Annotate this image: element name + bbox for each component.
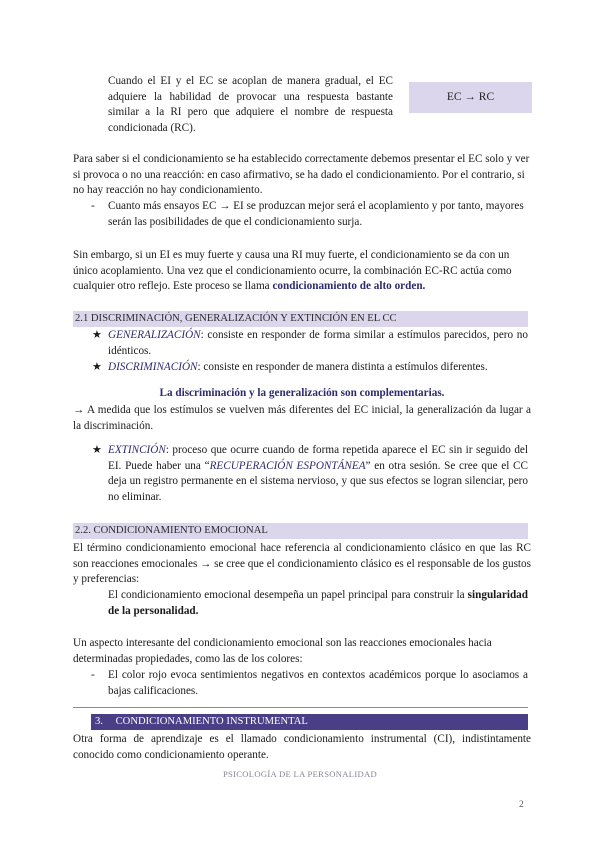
ec-rc-label: EC → RC (446, 91, 495, 103)
discrimination-text: : consiste en responder de manera distinta a estímulos diferentes. (197, 361, 488, 373)
discrimination-term: DISCRIMINACIÓN (108, 361, 198, 373)
extinction-item (108, 443, 528, 505)
color-bullet: El color rojo evoca sentimientos negativos en contextos académicos porque lo asociamos a bajas calificaciones. (108, 669, 528, 697)
generalization-term: GENERALIZACIÓN (108, 329, 201, 341)
star-bullet-icon: ★ (92, 329, 102, 341)
section-2-2-heading (73, 523, 528, 539)
page-number: 2 (519, 800, 524, 810)
emotional-paragraph: El término condicionamiento emocional hace referencia al condicionamiento clásico en que las RC son reacciones emocionales → se cree que el condicionamiento clásico es el responsable de los gustos y preferencias: (73, 542, 531, 585)
extinction-text-1: : proceso que ocurre cuando de forma repetida aparece el EC sin ir seguido del EI. Puede haber una “ (108, 444, 528, 472)
section-3-number: 3. (95, 716, 103, 727)
section-2-1-title: 2.1 DISCRIMINACIÓN, GENERALIZACIÓN Y EXTINCIÓN EN EL CC (75, 313, 397, 324)
establish-bullet-dash: - (91, 200, 95, 212)
instrumental-paragraph: Otra forma de aprendizaje es el llamado condicionamiento instrumental (CI), indistintamente conocido como condicionamiento operante. (73, 733, 531, 761)
emotional-indent-text: El condicionamiento emocional desempeña un papel principal para construir la (108, 589, 468, 601)
extinction-term: EXTINCIÓN (108, 444, 166, 456)
establish-bullet: Cuanto más ensayos EC → EI se produzcan mejor será el acoplamiento y por tanto, mayores serán las posibilidades de que el condicionamiento surja. (108, 200, 524, 228)
section-2-2-title: 2.2. CONDICIONAMIENTO EMOCIONAL (75, 525, 268, 536)
section-3-title: CONDICIONAMIENTO INSTRUMENTAL (115, 716, 308, 727)
emotional-indent (108, 588, 528, 619)
color-bullet-dash: - (91, 669, 95, 681)
generalization-item (108, 328, 528, 359)
high-order-term: condicionamiento de alto orden. (272, 280, 426, 292)
recovery-term: RECUPERACIÓN ESPONTÁNEA (209, 459, 366, 472)
section-3-heading (91, 714, 528, 730)
complementary-note: La discriminación y la generalización son complementarias. (159, 387, 445, 399)
establish-paragraph: Para saber si el condicionamiento se ha establecido correctamente debemos presentar el EC solo y ver si provoca o no una reacción: en caso afirmativo, se ha dado el condicionamiento. Por el contrario, si no hay reacción no hay condicionamiento. (73, 153, 530, 196)
ec-rc-diagram (409, 82, 532, 113)
intro-paragraph: Cuando el EI y el EC se acoplan de manera gradual, el EC adquiere la habilidad de provocar una respuesta bastante similar a la RI pero que adquiere el nombre de respuesta condicionada (RC). (108, 75, 393, 134)
emotional-aspect: Un aspecto interesante del condicionamiento emocional son las reacciones emocionales hacia determinadas propiedades, como las de los colores: (73, 637, 492, 665)
generalization-arrow-note: → A medida que los estímulos se vuelven más diferentes del EC inicial, la generalización da lugar a la discriminación. (73, 404, 531, 432)
extinction-text-2: ” en otra sesión. Se cree que el CC deja un registro permanente en el sistema nervioso, y que sus efectos se logran silenciar, pero no eliminar. (108, 459, 528, 503)
high-order-text: Sin embargo, si un EI es muy fuerte y causa una RI muy fuerte, el condicionamiento se da con un único acoplamiento. Una vez que el condicionamiento ocurre, la combinación EC-RC actúa como cualquier otro reflejo. Este proceso se llama (73, 249, 512, 292)
star-bullet-icon: ★ (92, 361, 102, 373)
footer-course: PSICOLOGÍA DE LA PERSONALIDAD (222, 769, 378, 779)
discrimination-item (108, 360, 533, 376)
star-bullet-icon: ★ (92, 444, 102, 456)
singularity-term: singularidad de la personalidad. (108, 589, 528, 617)
high-order-paragraph (73, 248, 531, 295)
generalization-text: : consiste en responder de forma similar a estímulos parecidos, pero no idénticos. (108, 329, 528, 357)
section-divider (73, 707, 528, 708)
section-2-1-heading (73, 311, 528, 327)
